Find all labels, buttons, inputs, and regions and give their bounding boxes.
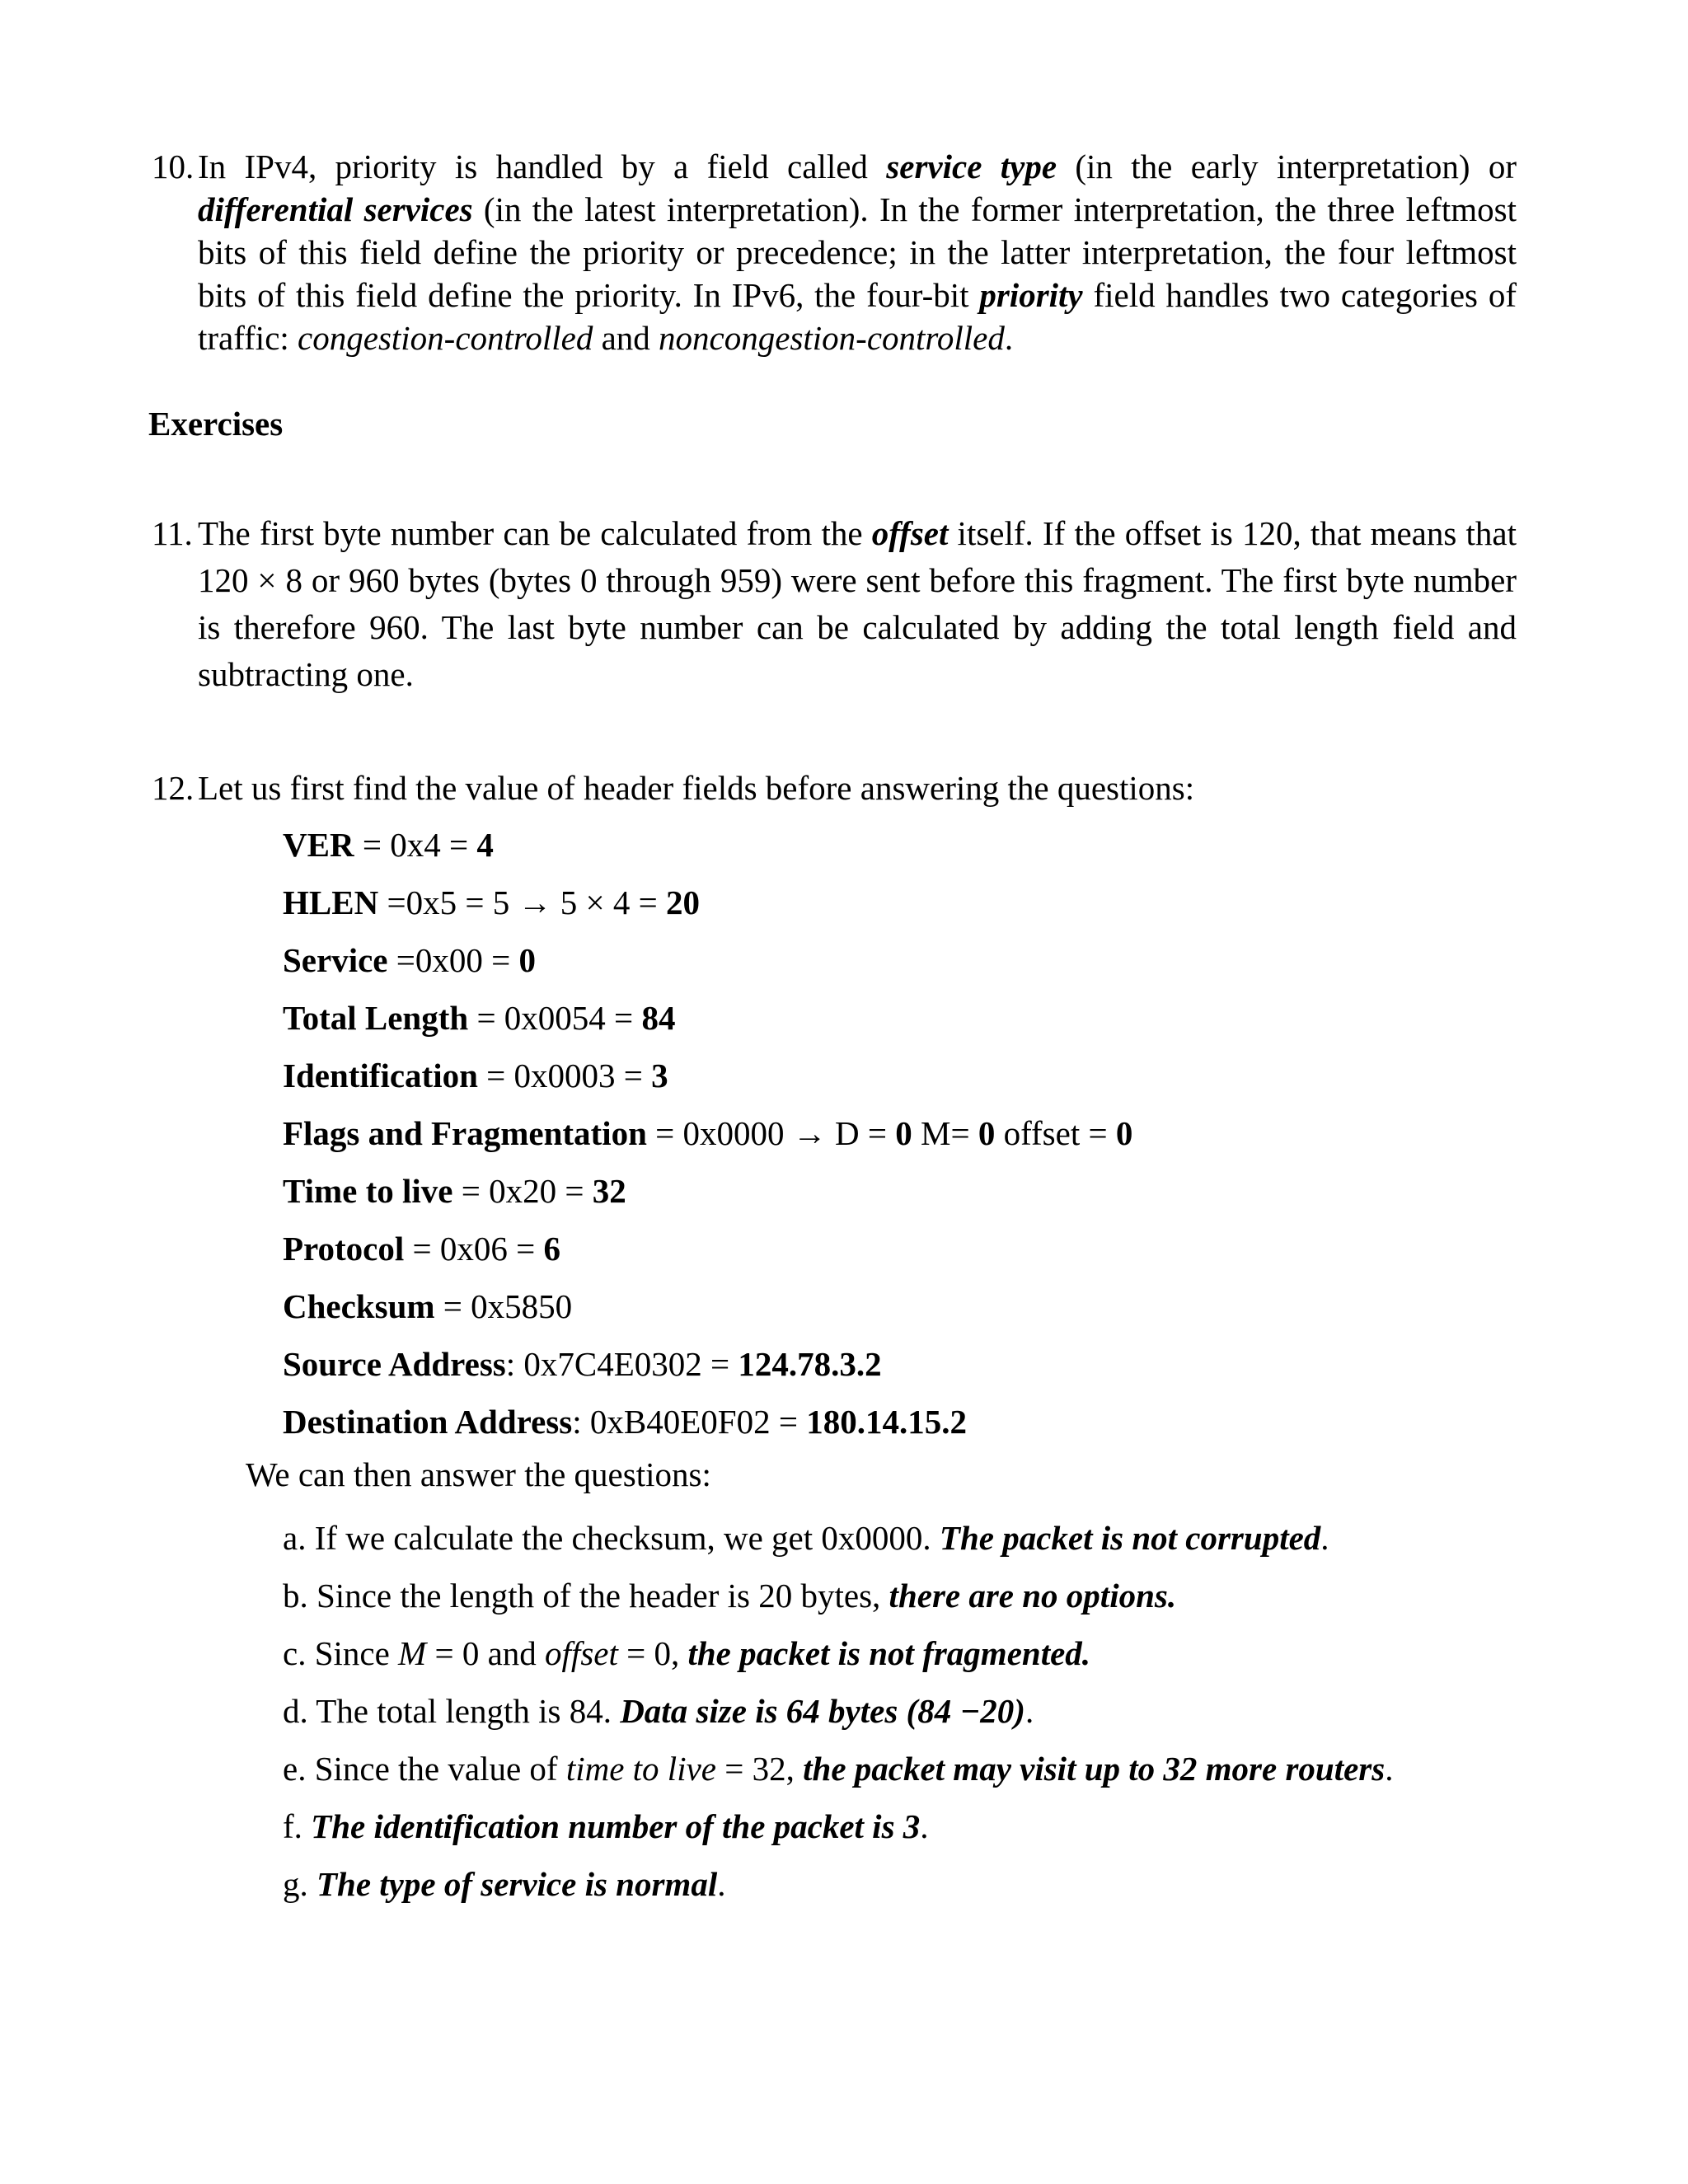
item-number: 10. <box>152 148 195 185</box>
answer-10 <box>152 145 1517 359</box>
field-ver: VER = 0x4 = 4 <box>283 826 494 864</box>
field-checksum: Checksum = 0x5850 <box>283 1287 573 1325</box>
answer-c: c. Since M = 0 and offset = 0, the packet is not fragmented. <box>283 1634 1091 1672</box>
answer-f: f. The identification number of the packet is 3. <box>283 1807 929 1845</box>
answer-11 <box>152 510 1517 698</box>
answer-d: d. The total length is 84. Data size is 64 bytes (84 −20). <box>283 1692 1034 1730</box>
field-hlen: HLEN =0x5 = 5 → 5 × 4 = 20 <box>283 883 700 921</box>
term-differential-services: differential services <box>198 190 473 228</box>
answer-e: e. Since the value of time to live = 32, the packet may visit up to 32 more routers. <box>283 1750 1394 1788</box>
header-fields-list <box>283 820 1132 1455</box>
answer-g: g. The type of service is normal. <box>283 1865 726 1903</box>
answer-11-text: The first byte number can be calculated from the offset itself. If the offset is 120, that means that 120 × 8 or 960 bytes (bytes 0 through 959) were sent before this fragment. The first byte number is therefore 960. The last byte number can be calculated by adding the total length field and subtracting one. <box>198 514 1517 693</box>
answers-list <box>283 1512 1393 1916</box>
answer-10-text: In IPv4, priority is handled by a field called service type (in the early interpretation) or differential services (in the latest interpretation). In the former interpretation, the three leftmost bits of this field define the priority or precedence; in the latter interpretation, the four leftmost bits of this field define the priority. In IPv6, the four-bit priority field handles two categories of traffic: congestion-controlled and noncongestion-controlled. <box>198 148 1517 357</box>
field-destination-address: Destination Address: 0xB40E0F02 = 180.14.15.2 <box>283 1403 967 1441</box>
section-heading: Exercises <box>148 405 284 443</box>
item-number: 11. <box>152 514 193 552</box>
answer-12 <box>152 766 1517 809</box>
field-identification: Identification = 0x0003 = 3 <box>283 1057 668 1094</box>
answer-a: a. If we calculate the checksum, we get 0x0000. The packet is not corrupted. <box>283 1519 1329 1557</box>
term-priority: priority <box>979 276 1083 314</box>
answers-lead: We can then answer the questions: <box>246 1455 711 1493</box>
field-flags: Flags and Fragmentation = 0x0000 → D = 0 M= 0 offset = 0 <box>283 1114 1133 1152</box>
term-service-type: service type <box>886 148 1057 185</box>
answer-12-intro: Let us first find the value of header fields before answering the questions: <box>198 769 1195 807</box>
term-offset: offset <box>871 514 949 552</box>
field-protocol: Protocol = 0x06 = 6 <box>283 1230 560 1268</box>
field-total-length: Total Length = 0x0054 = 84 <box>283 999 676 1037</box>
answer-b: b. Since the length of the header is 20 bytes, there are no options. <box>283 1577 1177 1615</box>
field-ttl: Time to live = 0x20 = 32 <box>283 1172 626 1210</box>
item-number: 12. <box>152 769 195 807</box>
field-service: Service =0x00 = 0 <box>283 941 536 979</box>
field-source-address: Source Address: 0x7C4E0302 = 124.78.3.2 <box>283 1345 882 1383</box>
